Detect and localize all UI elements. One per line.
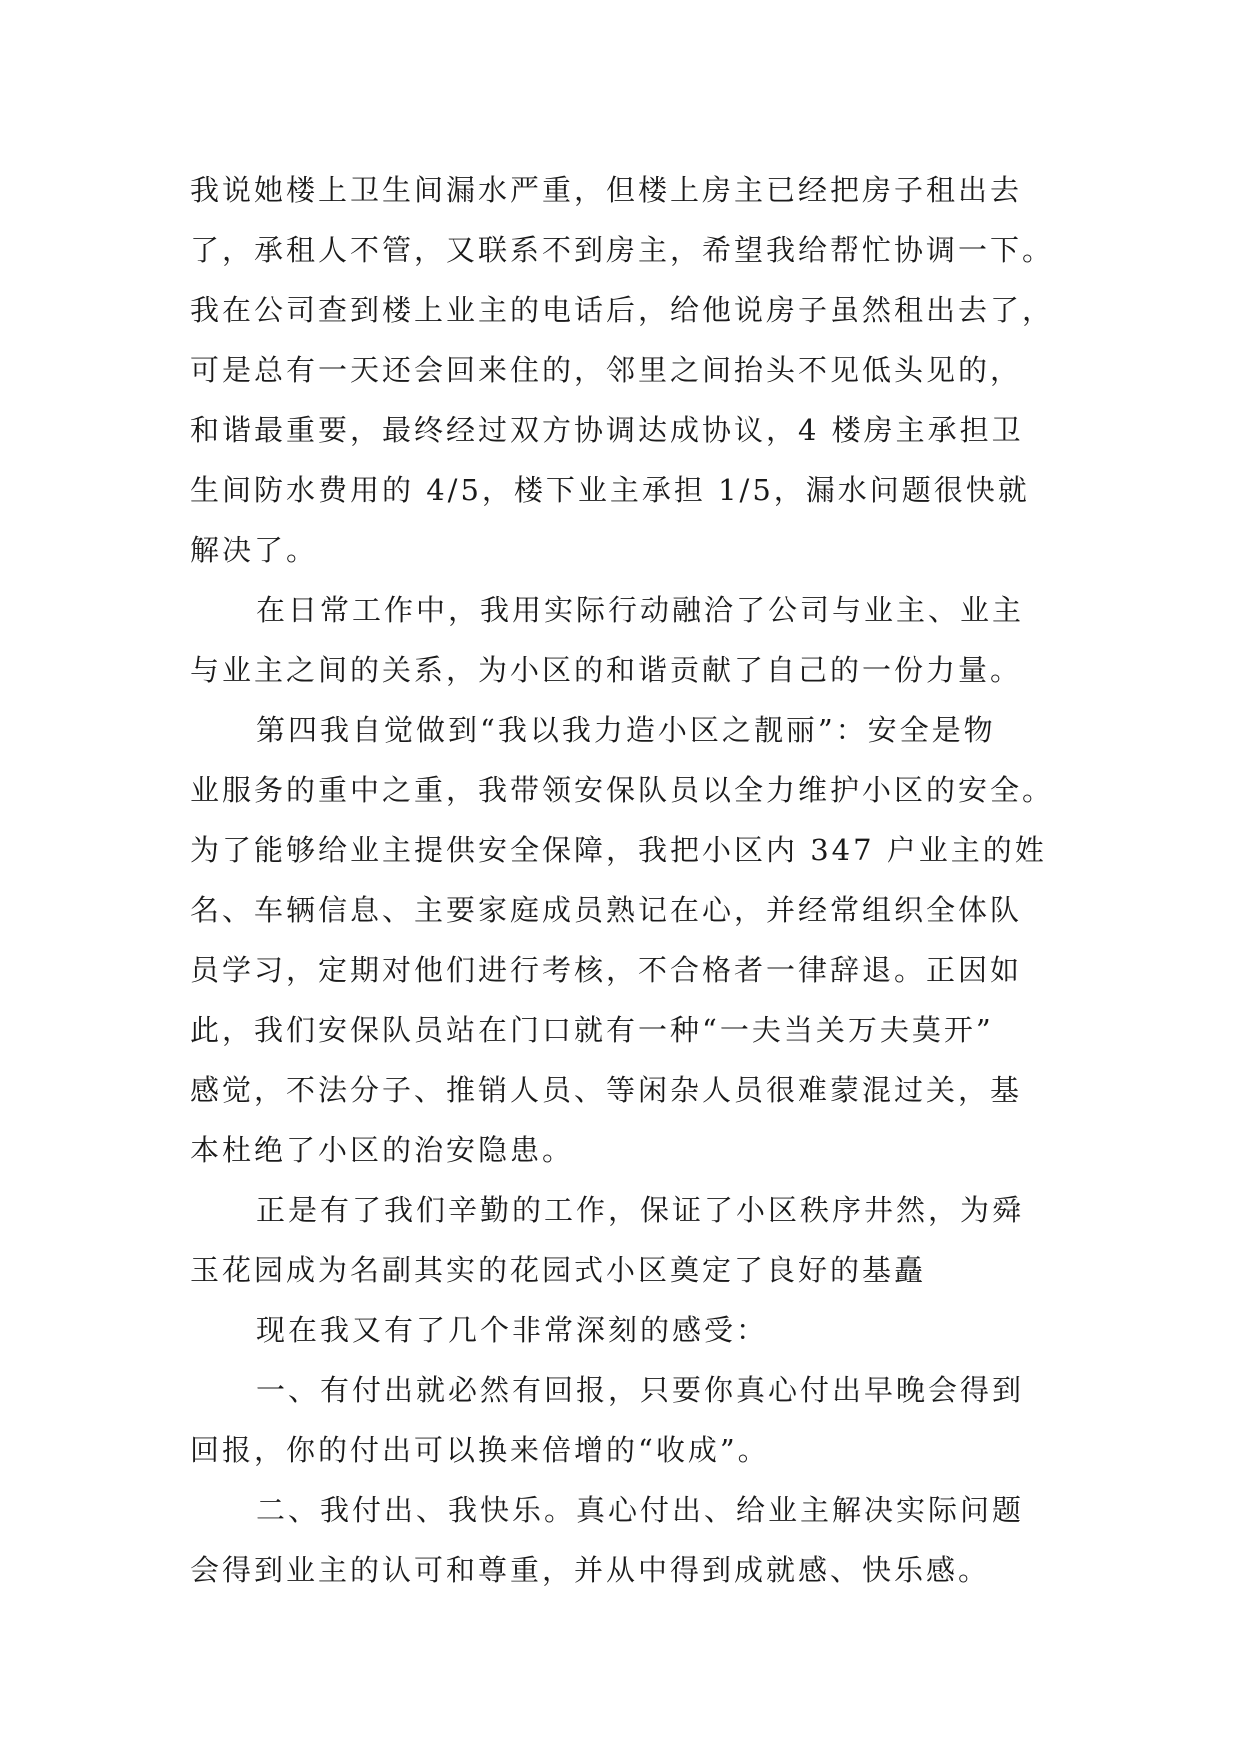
text-line: 我说她楼上卫生间漏水严重，但楼上房主已经把房子租出去 <box>190 173 1023 207</box>
text-line: 了，承租人不管，又联系不到房主，希望我给帮忙协调一下。 <box>190 233 1055 267</box>
text-line: 此，我们安保队员站在门口就有一种“一夫当关万夫莫开” <box>190 1013 994 1047</box>
paragraph-first-line: 第四我自觉做到“我以我力造小区之靓丽”：安全是物 <box>256 713 996 747</box>
text-line: 员学习，定期对他们进行考核，不合格者一律辞退。正因如 <box>190 953 1023 987</box>
text-line: 感觉，不法分子、推销人员、等闲杂人员很难蒙混过关，基 <box>190 1073 1023 1107</box>
paragraph-first-line: 一、有付出就必然有回报，只要你真心付出早晚会得到 <box>256 1373 1025 1407</box>
text-line: 会得到业主的认可和尊重，并从中得到成就感、快乐感。 <box>190 1553 991 1587</box>
text-line: 回报，你的付出可以换来倍增的“收成”。 <box>190 1433 770 1467</box>
paragraph-first-line: 在日常工作中，我用实际行动融洽了公司与业主、业主 <box>256 593 1025 627</box>
text-line: 我在公司查到楼上业主的电话后，给他说房子虽然租出去了， <box>190 293 1055 327</box>
text-line: 本杜绝了小区的治安隐患。 <box>190 1133 575 1167</box>
text-line: 可是总有一天还会回来住的，邻里之间抬头不见低头见的， <box>190 353 1023 387</box>
text-line: 生间防水费用的 4/5，楼下业主承担 1/5，漏水问题很快就 <box>190 473 1030 507</box>
paragraph-first-line: 正是有了我们辛勤的工作，保证了小区秩序井然，为舜 <box>256 1193 1025 1227</box>
paragraph-first-line: 二、我付出、我快乐。真心付出、给业主解决实际问题 <box>256 1493 1025 1527</box>
text-line: 解决了。 <box>190 533 319 567</box>
document-body <box>190 160 1090 1600</box>
text-line: 玉花园成为名副其实的花园式小区奠定了良好的基矗 <box>190 1253 927 1287</box>
text-line: 为了能够给业主提供安全保障，我把小区内 347 户业主的姓 <box>190 833 1047 867</box>
text-line: 与业主之间的关系，为小区的和谐贡献了自己的一份力量。 <box>190 653 1023 687</box>
text-line: 名、车辆信息、主要家庭成员熟记在心，并经常组织全体队 <box>190 893 1023 927</box>
text-line: 业服务的重中之重，我带领安保队员以全力维护小区的安全。 <box>190 773 1055 807</box>
paragraph-first-line: 现在我又有了几个非常深刻的感受： <box>256 1313 769 1347</box>
text-line: 和谐最重要，最终经过双方协调达成协议，4 楼房主承担卫 <box>190 413 1024 447</box>
